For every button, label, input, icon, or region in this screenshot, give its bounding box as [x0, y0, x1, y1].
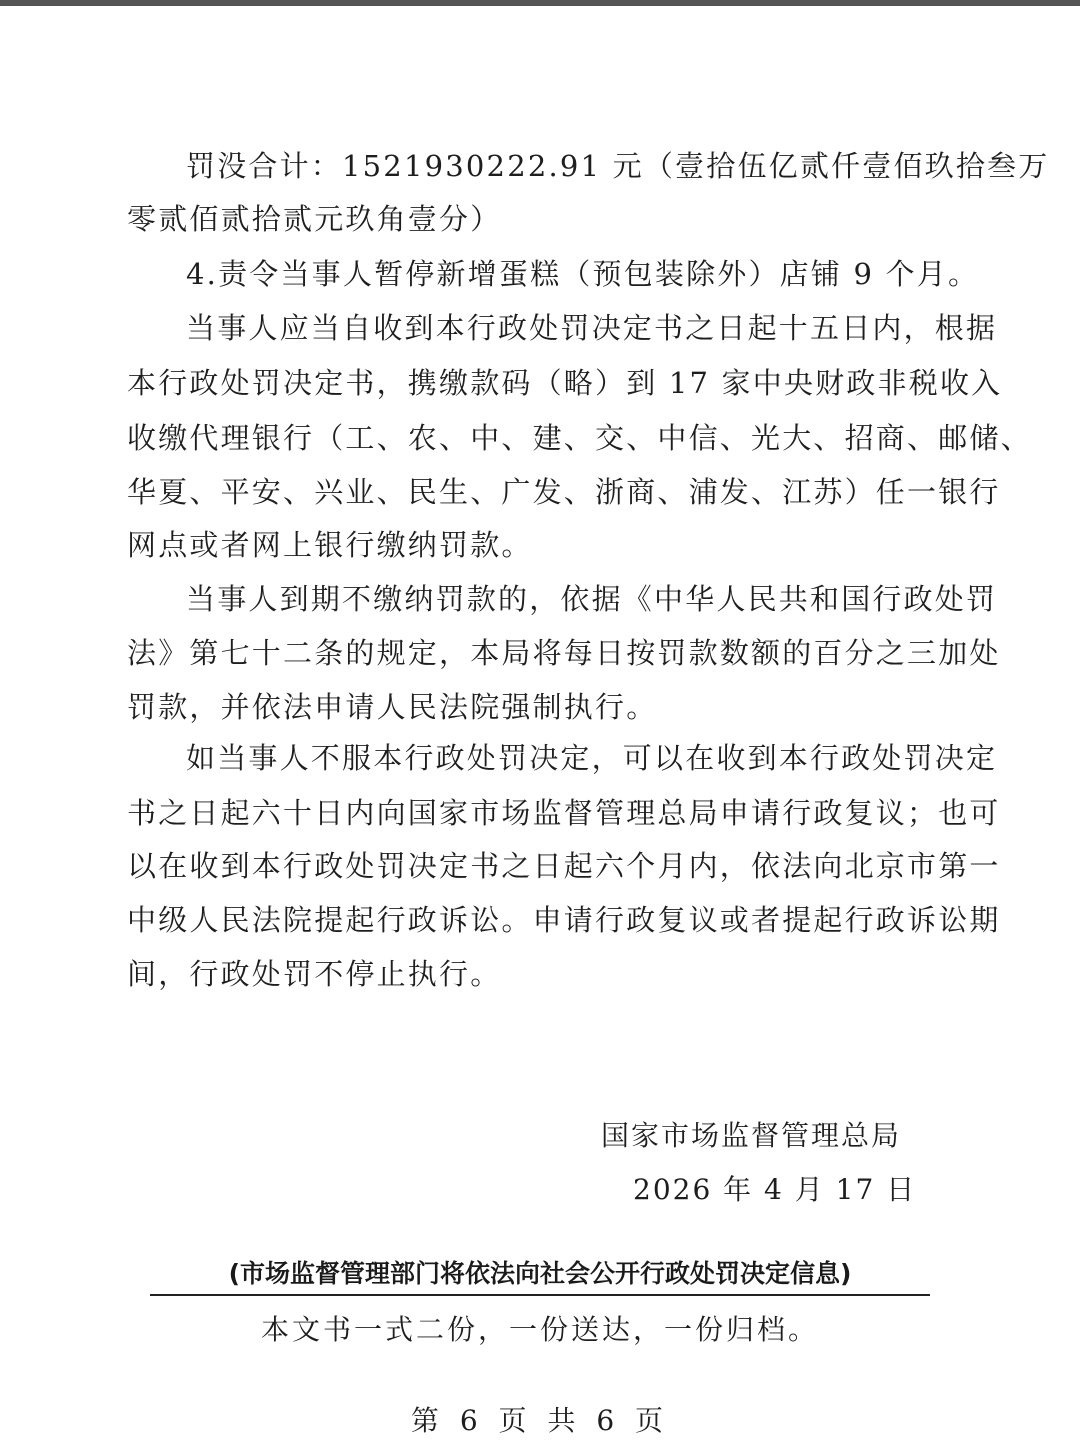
appeal-paragraph-line: 以在收到本行政处罚决定书之日起六个月内，依法向北京市第一	[127, 849, 1001, 883]
penalty-total-line-cont: 零贰佰贰拾贰元玖角壹分）	[127, 202, 502, 236]
issuing-authority: 国家市场监督管理总局	[601, 1119, 902, 1152]
copies-note: 本文书一式二份，一份送达，一份归档。	[260, 1313, 819, 1346]
page-number: 第 6 页 共 6 页	[410, 1404, 670, 1437]
payment-paragraph-line: 当事人应当自收到本行政处罚决定书之日起十五日内，根据	[186, 311, 998, 345]
issue-date: 2026 年 4 月 17 日	[633, 1173, 917, 1206]
payment-paragraph-line: 收缴代理银行（工、农、中、建、交、中信、光大、招商、邮储、	[127, 421, 1032, 455]
item-4-line: 4.责令当事人暂停新增蛋糕（预包装除外）店铺 9 个月。	[186, 257, 980, 291]
public-disclosure-notice: (市场监督管理部门将依法向社会公开行政处罚决定信息)	[228, 1259, 852, 1288]
late-payment-paragraph-line: 罚款，并依法申请人民法院强制执行。	[127, 690, 658, 724]
appeal-paragraph-line: 如当事人不服本行政处罚决定，可以在收到本行政处罚决定	[186, 741, 998, 775]
late-payment-paragraph-line: 当事人到期不缴纳罚款的，依据《中华人民共和国行政处罚	[186, 582, 998, 616]
payment-paragraph-line: 网点或者网上银行缴纳罚款。	[127, 528, 533, 562]
appeal-paragraph-line: 间，行政处罚不停止执行。	[127, 957, 502, 991]
divider-rule	[150, 1294, 930, 1296]
late-payment-paragraph-line: 法》第七十二条的规定，本局将每日按罚款数额的百分之三加处	[127, 636, 1001, 670]
appeal-paragraph-line: 书之日起六十日内向国家市场监督管理总局申请行政复议；也可	[127, 796, 1001, 830]
payment-paragraph-line: 本行政处罚决定书，携缴款码（略）到 17 家中央财政非税收入	[127, 366, 1003, 400]
payment-paragraph-line: 华夏、平安、兴业、民生、广发、浙商、浦发、江苏）任一银行	[127, 475, 1001, 509]
appeal-paragraph-line: 中级人民法院提起行政诉讼。申请行政复议或者提起行政诉讼期	[127, 903, 1001, 937]
penalty-total-line: 罚没合计：1521930222.91 元（壹拾伍亿贰仟壹佰玖拾叁万	[186, 149, 1050, 183]
